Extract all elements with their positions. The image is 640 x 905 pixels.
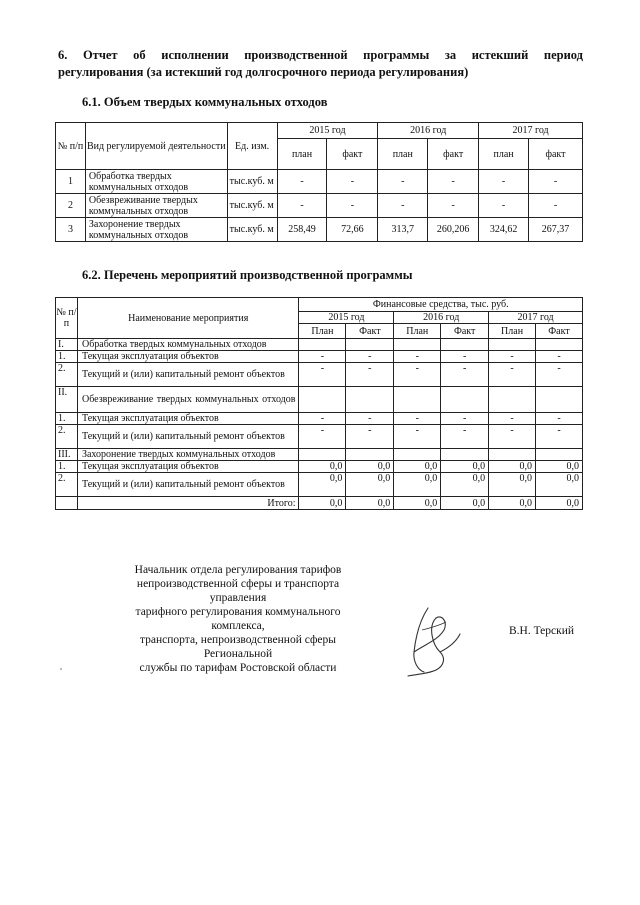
header-fact: Факт [441,324,489,339]
waste-volume-table [55,122,583,242]
group-row [56,449,583,461]
value-cell: - [394,425,441,449]
header-fact: факт [529,139,583,170]
value-cell: - [428,170,479,194]
table-row [56,363,583,387]
value-cell: - [529,170,583,194]
header-num: № п/п [56,298,78,339]
table-row [56,413,583,425]
header-plan: План [394,324,441,339]
signatory-position-line: тарифного регулирования коммунального комплекса, [135,606,341,632]
value-cell: - [346,363,394,387]
item-name: Текущая эксплуатация объектов [77,351,299,363]
signatory-position-line: непроизводственной сферы и транспорта управления [136,578,340,604]
value-cell: 0,0 [346,461,394,473]
signatory-position-line: транспорта, непроизводственной сферы Региональной [140,634,336,660]
header-year-2015: 2015 год [277,123,378,139]
value-cell: 0,0 [441,473,489,497]
value-cell: - [441,351,489,363]
row-activity: Обработка твердых коммунальных отходов [85,170,227,194]
item-num: 1. [56,461,78,473]
value-cell: 0,0 [489,461,536,473]
header-plan: план [378,139,428,170]
handwritten-signature [398,600,468,680]
value-cell: - [441,363,489,387]
header-year-2016: 2016 год [394,312,489,324]
header-plan: план [479,139,529,170]
section-6-heading [58,47,583,81]
group-title: Обезвреживание твердых коммунальных отходов [77,387,299,413]
value-cell: 267,37 [529,218,583,242]
value-cell: - [299,363,346,387]
header-year-2016: 2016 год [378,123,479,139]
value-cell: 0,0 [536,473,583,497]
value-cell: - [489,363,536,387]
value-cell: - [394,363,441,387]
item-num: 2. [56,473,78,497]
total-value: 0,0 [299,497,346,510]
row-unit: тыс.куб. м [227,170,277,194]
signatory-position-line: службы по тарифам Ростовской области [139,662,337,674]
section-6-2-title: 6.2. Перечень мероприятий производственной программы [82,268,413,282]
value-cell: - [327,170,378,194]
value-cell: - [394,413,441,425]
total-value: 0,0 [441,497,489,510]
value-cell: - [299,413,346,425]
value-cell: 0,0 [299,473,346,497]
header-year-2017: 2017 год [479,123,583,139]
item-name: Текущий и (или) капитальный ремонт объектов [77,473,299,497]
value-cell: 0,0 [394,461,441,473]
row-activity: Обезвреживание твердых коммунальных отходов [85,194,227,218]
value-cell: - [536,351,583,363]
total-value: 0,0 [489,497,536,510]
row-num: 2 [56,194,86,218]
item-num: 2. [56,425,78,449]
value-cell: - [277,170,327,194]
value-cell: 258,49 [277,218,327,242]
table-row [56,461,583,473]
value-cell: - [489,425,536,449]
value-cell: - [441,413,489,425]
group-num: I. [56,339,78,351]
value-cell: - [327,194,378,218]
value-cell: 0,0 [346,473,394,497]
header-fact: Факт [346,324,394,339]
signatory-name: В.Н. Терский [509,625,575,637]
value-cell: - [536,425,583,449]
group-title: Обработка твердых коммунальных отходов [77,339,299,351]
signatory-position [108,563,368,675]
value-cell: 0,0 [489,473,536,497]
value-cell: - [299,351,346,363]
section-6-1-title: 6.1. Объем твердых коммунальных отходов [82,95,328,109]
header-plan: План [299,324,346,339]
header-finance: Финансовые средства, тыс. руб. [299,298,583,312]
total-value: 0,0 [536,497,583,510]
table-row [56,194,583,218]
row-activity: Захоронение твердых коммунальных отходов [85,218,227,242]
item-num: 2. [56,363,78,387]
value-cell: 324,62 [479,218,529,242]
header-fact: факт [428,139,479,170]
header-activity: Вид регулируемой деятельности [85,123,227,170]
header-fact: Факт [536,324,583,339]
value-cell: 0,0 [299,461,346,473]
scan-speck [60,668,62,670]
value-cell: 0,0 [394,473,441,497]
item-num: 1. [56,413,78,425]
value-cell: - [346,351,394,363]
value-cell: - [536,413,583,425]
value-cell: - [346,425,394,449]
group-title: Захоронение твердых коммунальных отходов [77,449,299,461]
value-cell: - [536,363,583,387]
table-row [56,351,583,363]
header-fact: факт [327,139,378,170]
header-plan: План [489,324,536,339]
item-name: Текущая эксплуатация объектов [77,413,299,425]
header-plan: план [277,139,327,170]
section-6-heading-line2: регулирования (за истекший год долгосрочного периода регулирования) [58,65,469,79]
signatory-position-line: Начальник отдела регулирования тарифов [134,564,342,576]
table-row [56,425,583,449]
value-cell: - [479,170,529,194]
value-cell: - [346,413,394,425]
total-label: Итого: [77,497,299,510]
value-cell: 0,0 [441,461,489,473]
row-unit: тыс.куб. м [227,194,277,218]
item-name: Текущий и (или) капитальный ремонт объектов [77,363,299,387]
value-cell: - [479,194,529,218]
header-num: № п/п [56,123,86,170]
header-name: Наименование мероприятия [77,298,299,339]
row-num: 1 [56,170,86,194]
total-value: 0,0 [346,497,394,510]
row-num: 3 [56,218,86,242]
value-cell: 260,206 [428,218,479,242]
group-num: III. [56,449,78,461]
value-cell: - [441,425,489,449]
section-6-heading-line1: 6. Отчет об исполнении производственной программы за истекший период [58,48,583,62]
item-num: 1. [56,351,78,363]
value-cell: - [378,170,428,194]
value-cell: 0,0 [536,461,583,473]
total-value: 0,0 [394,497,441,510]
program-measures-table [55,297,583,510]
value-cell: 313,7 [378,218,428,242]
value-cell: - [489,413,536,425]
header-year-2015: 2015 год [299,312,394,324]
value-cell: - [489,351,536,363]
item-name: Текущая эксплуатация объектов [77,461,299,473]
group-row [56,339,583,351]
item-name: Текущий и (или) капитальный ремонт объектов [77,425,299,449]
group-row [56,387,583,413]
table-row [56,473,583,497]
total-row [56,497,583,510]
group-num: II. [56,387,78,413]
value-cell: - [428,194,479,218]
value-cell: - [378,194,428,218]
value-cell: 72,66 [327,218,378,242]
table-row [56,170,583,194]
value-cell: - [529,194,583,218]
value-cell: - [299,425,346,449]
header-year-2017: 2017 год [489,312,583,324]
table-row [56,218,583,242]
row-unit: тыс.куб. м [227,218,277,242]
header-unit: Ед. изм. [227,123,277,170]
value-cell: - [277,194,327,218]
value-cell: - [394,351,441,363]
